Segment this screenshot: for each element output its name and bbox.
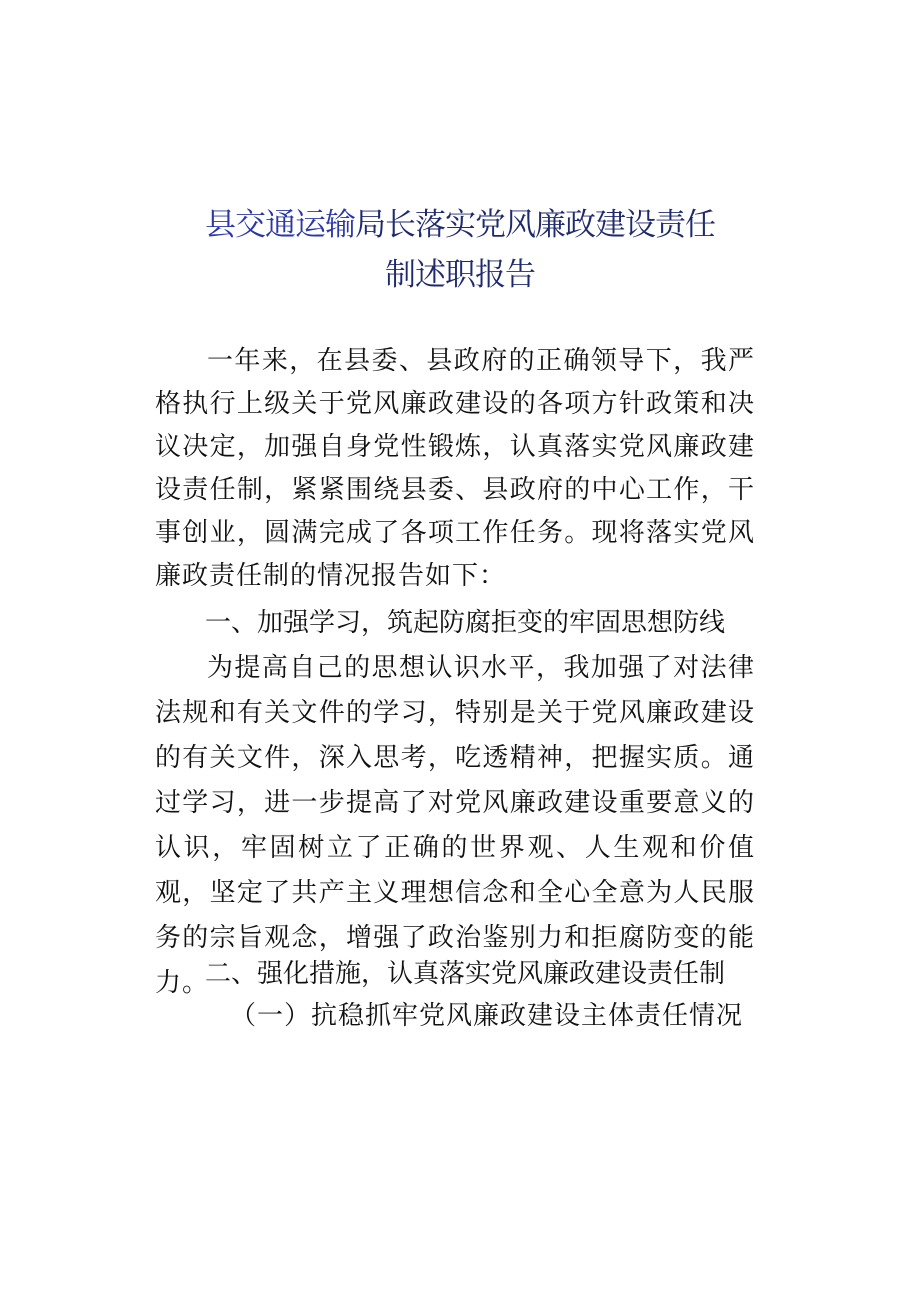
section-heading-1: 一、加强学习，筑起防腐拒变的牢固思想防线 [205, 608, 726, 638]
intro-paragraph: 一年来，在县委、县政府的正确领导下，我严格执行上级关于党风廉政建设的各项方针政策和决议决定，加强自身党性锻炼，认真落实党风廉政建设责任制，紧紧围绕县委、县政府的中心工作，干事创业，圆满完成了各项工作任务。现将落实党风廉政责任制的情况报告如下： [155, 346, 755, 591]
study-paragraph: 为提高自己的思想认识水平，我加强了对法律法规和有关文件的学习，特别是关于党风廉政建设的有关文件，深入思考，吃透精神，把握实质。通过学习，进一步提高了对党风廉政建设重要意义的认识，牢固树立了正确的世界观、人生观和价值观，坚定了共产主义理想信念和全心全意为人民服务的宗旨观念，增强了政治鉴别力和拒腐防变的能力。 [155, 653, 755, 998]
subsection-heading-1: （一）抗稳抓牢党风廉政建设主体责任情况 [230, 1001, 744, 1031]
document-title [150, 200, 770, 300]
title-accent-text: 县交通运输 [205, 207, 355, 243]
title-rest-text: 局长落实党风廉政建设责任 [355, 207, 715, 243]
section-heading-2: 二、强化措施，认真落实党风廉政建设责任制 [205, 959, 726, 989]
title-line-1 [150, 200, 770, 250]
title-line-2: 制述职报告 [385, 257, 535, 293]
